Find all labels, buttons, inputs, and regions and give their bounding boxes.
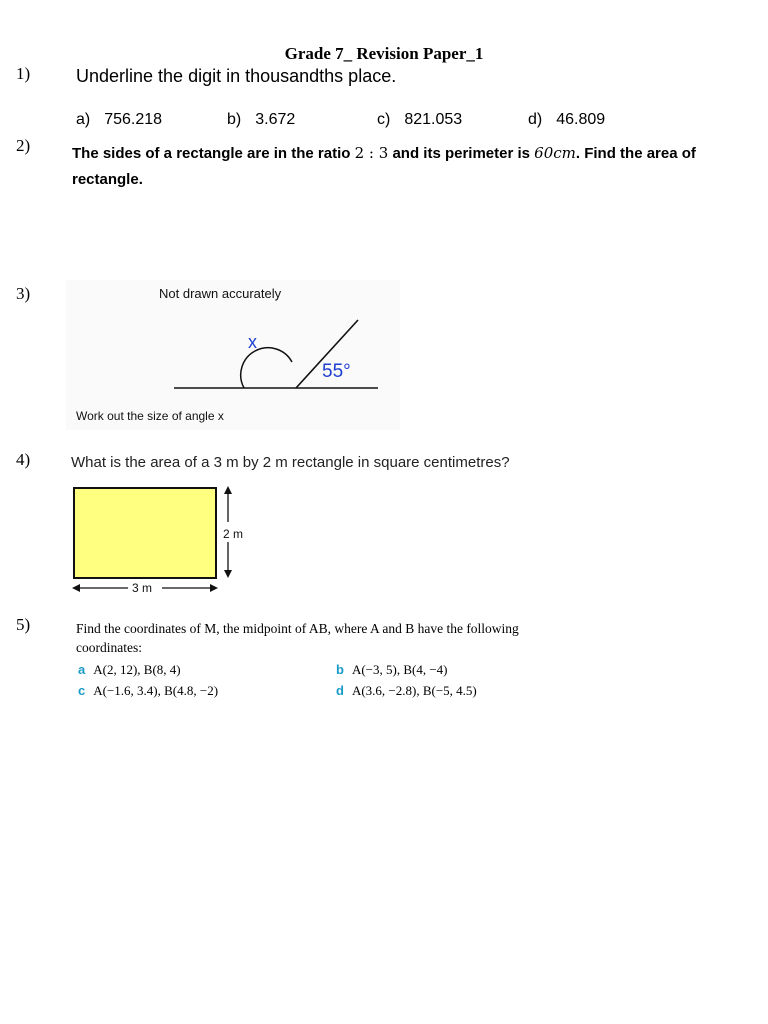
question-1-option-b: [227, 111, 295, 129]
option-label: b): [227, 111, 242, 128]
angle-arc: [241, 348, 292, 388]
part-coords: A(2, 12), B(8, 4): [93, 662, 181, 677]
question-5-part-b: [336, 662, 448, 678]
part-coords: A(−3, 5), B(4, −4): [351, 662, 448, 677]
question-5-part-c: [78, 683, 218, 699]
part-key: d: [336, 683, 344, 698]
arrowhead-down-icon: [224, 570, 232, 578]
arrowhead-up-icon: [224, 486, 232, 494]
part-key: c: [78, 683, 86, 698]
option-value: 821.053: [404, 111, 463, 128]
option-value: 3.672: [255, 111, 296, 128]
question-1-option-a: [76, 111, 162, 129]
question-2-text: [72, 140, 752, 193]
question-4-text: What is the area of a 3 m by 2 m rectangle in square centimetres?: [71, 454, 510, 471]
arrowhead-left-icon: [72, 584, 80, 592]
option-value: 756.218: [104, 111, 163, 128]
q2-text-before: The sides of a rectangle are in the ratio: [72, 145, 355, 162]
part-coords: A(3.6, −2.8), B(−5, 4.5): [351, 683, 477, 698]
question-5-text: Find the coordinates of M, the midpoint of AB, where A and B have the following coordinates:: [76, 621, 519, 655]
part-key: a: [78, 662, 86, 677]
q2-text-middle: and its perimeter is: [388, 145, 535, 162]
option-label: a): [76, 111, 91, 128]
width-label: 3 m: [132, 581, 153, 595]
option-value: 46.809: [556, 111, 606, 128]
option-label: c): [377, 111, 391, 128]
question-1-option-c: [377, 111, 462, 129]
question-3-number: 3): [16, 284, 31, 303]
question-5-part-d: [336, 683, 477, 699]
height-label: 2 m: [223, 527, 244, 541]
option-label: d): [528, 111, 543, 128]
q2-perimeter: 60cm: [534, 144, 576, 162]
part-coords: A(−1.6, 3.4), B(4.8, −2): [93, 683, 219, 698]
q2-text-after: . Find the area of rectangle.: [72, 145, 696, 188]
page-title: Grade 7_ Revision Paper_1: [284, 44, 484, 63]
arrowhead-right-icon: [210, 584, 218, 592]
question-4-figure: [70, 484, 256, 596]
question-1-option-d: [528, 111, 605, 129]
question-5-number: 5): [16, 615, 31, 634]
question-5-part-a: [78, 662, 181, 678]
question-3-figure: [66, 280, 400, 430]
not-drawn-note: Not drawn accurately: [159, 286, 282, 301]
part-key: b: [336, 662, 344, 677]
question-2-number: 2): [16, 136, 31, 155]
angle-diagram: [66, 280, 400, 430]
angle-x-label: x: [248, 332, 257, 352]
rectangle-diagram: [70, 484, 256, 596]
yellow-rectangle: [74, 488, 216, 578]
angle-instruction: Work out the size of angle x: [76, 409, 224, 423]
question-1-text: Underline the digit in thousandths place.: [76, 66, 397, 86]
question-1-number: 1): [16, 64, 31, 83]
angle-55-label: 55°: [322, 361, 351, 382]
question-4-number: 4): [16, 450, 31, 469]
q2-ratio: 2 : 3: [354, 144, 389, 162]
